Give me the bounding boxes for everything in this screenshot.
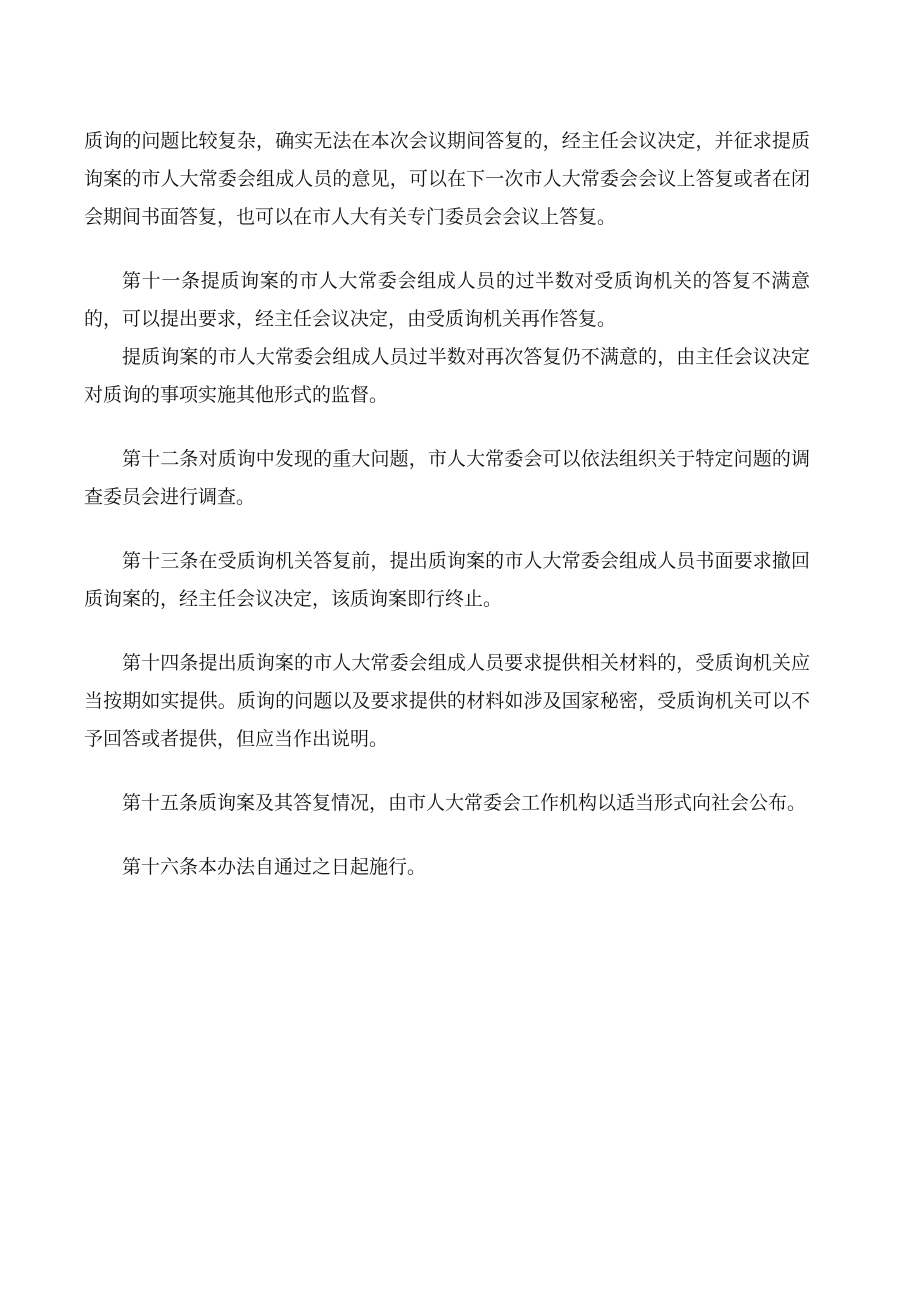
article-11 [84,262,810,414]
paragraph: 第十四条提出质询案的市人大常委会组成人员要求提供相关材料的，受质询机关应当按期如实提供。质询的问题以及要求提供的材料如涉及国家秘密，受质询机关可以不予回答或者提供，但应当作出说明。 [84,652,810,750]
article-15 [84,784,810,822]
paragraph: 第十六条本办法自通过之日起施行。 [122,856,427,878]
paragraph: 第十五条质询案及其答复情况，由市人大常委会工作机构以适当形式向社会公布。 [122,792,807,814]
article-13 [84,542,810,618]
article-16 [84,848,810,886]
paragraph: 质询的问题比较复杂，确实无法在本次会议期间答复的，经主任会议决定，并征求提质询案的市人大常委会组成人员的意见，可以在下一次市人大常委会会议上答复或者在闭会期间书面答复，也可以在市人大有关专门委员会会议上答复。 [84,130,810,228]
paragraph: 提质询案的市人大常委会组成人员过半数对再次答复仍不满意的，由主任会议决定对质询的事项实施其他形式的监督。 [84,346,810,406]
article-14 [84,644,810,758]
article-12 [84,440,810,516]
article-10-continuation [84,122,810,236]
paragraph: 第十三条在受质询机关答复前，提出质询案的市人大常委会组成人员书面要求撤回质询案的，经主任会议决定，该质询案即行终止。 [84,550,810,610]
paragraph: 第十一条提质询案的市人大常委会组成人员的过半数对受质询机关的答复不满意的，可以提出要求，经主任会议决定，由受质询机关再作答复。 [84,270,810,330]
paragraph: 第十二条对质询中发现的重大问题，市人大常委会可以依法组织关于特定问题的调查委员会进行调查。 [84,448,810,508]
